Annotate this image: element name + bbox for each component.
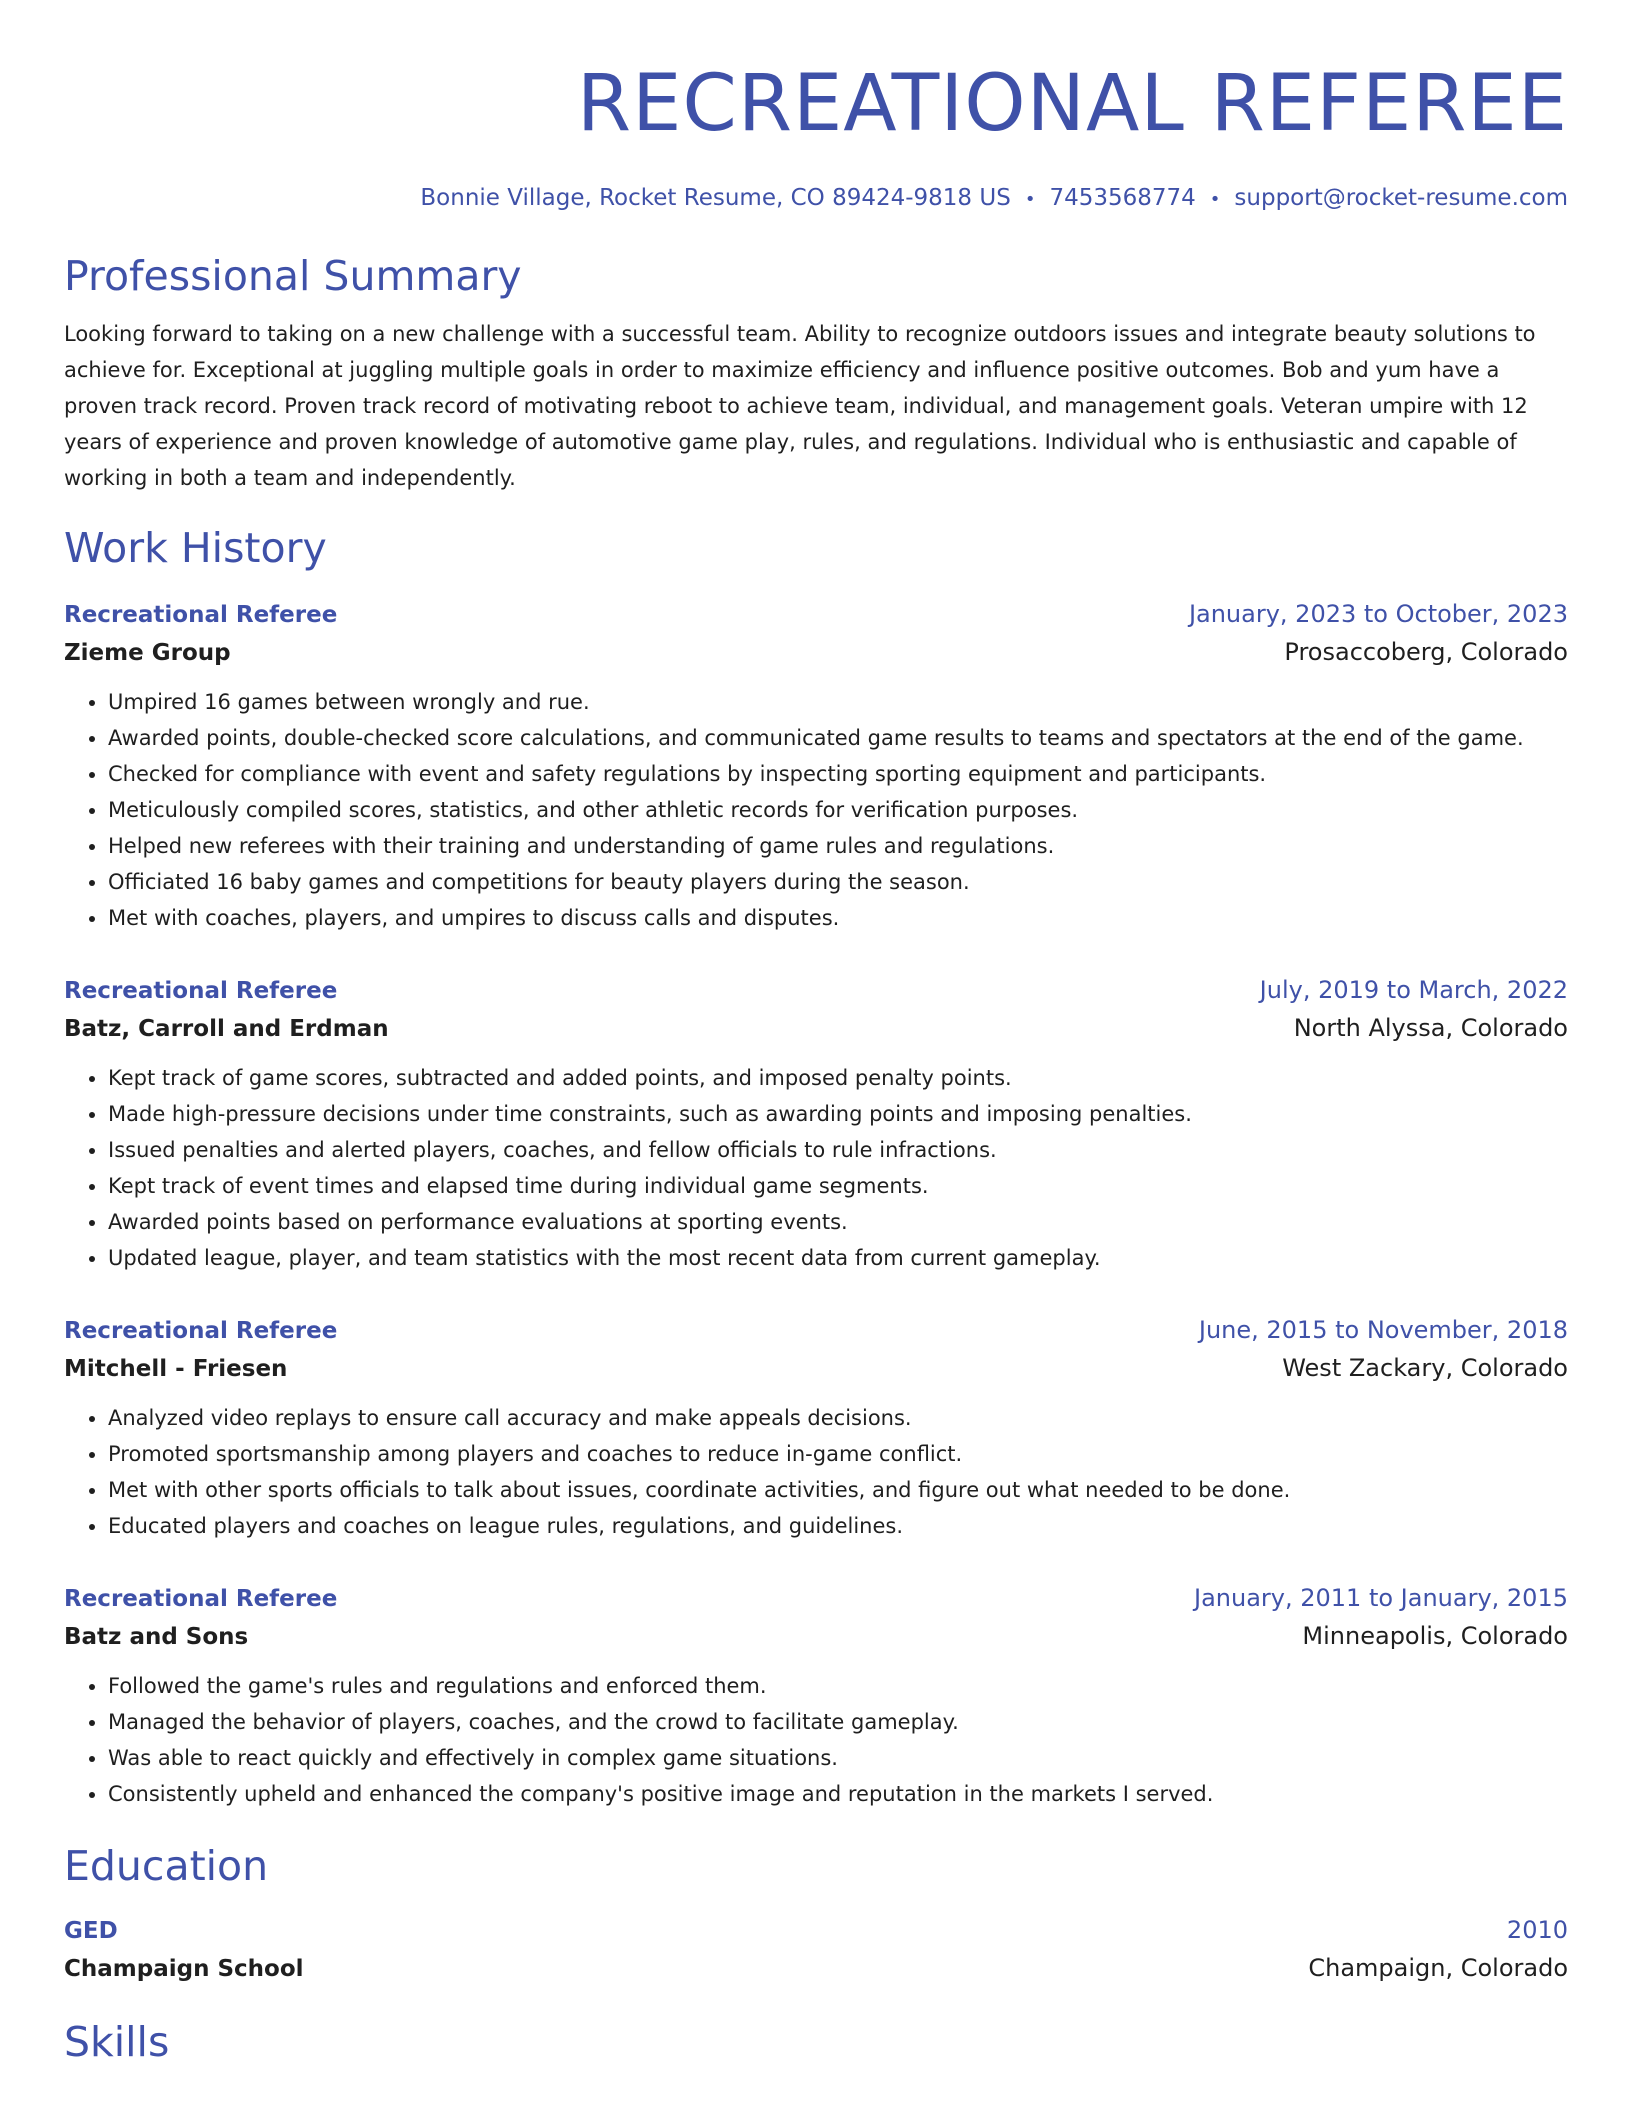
list-item: • Issued penalties and alerted players, coaches, and fellow officials to rule infractions. [108,1132,1568,1168]
education-location: Champaign, Colorado [1308,1954,1568,1982]
list-item: • Met with coaches, players, and umpires to discuss calls and disputes. [108,900,1568,936]
list-item: • Met with other sports officials to talk about issues, coordinate activities, and figure out what needed to be done. [108,1472,1568,1508]
education-year: 2010 [1506,1916,1568,1944]
job-entry [64,1580,1568,1812]
job-role: Recreational Referee [64,602,338,628]
job-role: Recreational Referee [64,1318,338,1344]
list-item: • Promoted sportsmanship among players and coaches to reduce in-game conflict. [108,1436,1568,1472]
job-bullets [64,1668,1568,1812]
list-item: • Made high-pressure decisions under time constraints, such as awarding points and imposing penalties. [108,1096,1568,1132]
list-item: • Managed the behavior of players, coaches, and the crowd to facilitate gameplay. [108,1704,1568,1740]
education-heading: Education [64,1842,269,1890]
list-item: • Kept track of event times and elapsed time during individual game segments. [108,1168,1568,1204]
list-item: • Was able to react quickly and effectively in complex game situations. [108,1740,1568,1776]
candidate-name: RECREATIONAL REFEREE [576,59,1568,149]
job-location: North Alyssa, Colorado [1293,1014,1568,1042]
list-item: • Kept track of game scores, subtracted and added points, and imposed penalty points. [108,1060,1568,1096]
contact-email: support@rocket-resume.com [1234,185,1568,211]
job-dates: January, 2023 to October, 2023 [1188,600,1568,628]
list-item: • Officiated 16 baby games and competitions for beauty players during the season. [108,864,1568,900]
job-bullets [64,684,1568,936]
job-role: Recreational Referee [64,1586,338,1612]
summary-text: Looking forward to taking on a new challenge with a successful team. Ability to recognize outdoors issues and integrate beauty solutions to achieve for. Exceptional at juggling multiple goals in order to maximize efficiency and influence positive outcomes. Bob and yum have a proven track record. Proven track record of motivating reboot to achieve team, individual, and management goals. Veteran umpire with 12 years of experience and proven knowledge of automotive game play, rules, and regulations. Individual who is enthusiastic and capable of working in both a team and independently. [64,322,1536,490]
job-company: Batz and Sons [64,1624,249,1650]
job-location: West Zackary, Colorado [1282,1354,1568,1382]
list-item: • Umpired 16 games between wrongly and rue. [108,684,1568,720]
contact-separator: • [1209,189,1221,210]
job-entry [64,972,1568,1276]
job-company: Mitchell - Friesen [64,1356,288,1382]
job-dates: June, 2015 to November, 2018 [1198,1316,1568,1344]
list-item: • Awarded points based on performance evaluations at sporting events. [108,1204,1568,1240]
job-company: Zieme Group [64,640,231,666]
job-location: Minneapolis, Colorado [1302,1622,1568,1650]
job-location: Prosaccoberg, Colorado [1284,638,1568,666]
education-entry [64,1912,1568,1988]
job-bullets [64,1400,1568,1544]
list-item: • Helped new referees with their training and understanding of game rules and regulations. [108,828,1568,864]
job-company: Batz, Carroll and Erdman [64,1016,389,1042]
skills-heading: Skills [64,2018,170,2066]
education-school: Champaign School [64,1956,304,1982]
contact-line [64,182,1568,216]
list-item: • Meticulously compiled scores, statistics, and other athletic records for verification purposes. [108,792,1568,828]
job-entry [64,596,1568,936]
contact-phone: 7453568774 [1049,185,1196,211]
job-dates: July, 2019 to March, 2022 [1259,976,1568,1004]
list-item: • Awarded points, double-checked score calculations, and communicated game results to teams and spectators at the end of the game. [108,720,1568,756]
resume-page [64,0,1568,2068]
contact-separator: • [1024,189,1036,210]
list-item: • Followed the game's rules and regulations and enforced them. [108,1668,1568,1704]
work-history-heading: Work History [64,524,327,572]
list-item: • Updated league, player, and team statistics with the most recent data from current gameplay. [108,1240,1568,1276]
summary-heading: Professional Summary [64,252,522,300]
job-bullets [64,1060,1568,1276]
list-item: • Educated players and coaches on league rules, regulations, and guidelines. [108,1508,1568,1544]
list-item: • Checked for compliance with event and safety regulations by inspecting sporting equipment and participants. [108,756,1568,792]
list-item: • Consistently upheld and enhanced the company's positive image and reputation in the markets I served. [108,1776,1568,1812]
contact-address: Bonnie Village, Rocket Resume, CO 89424-9818 US [420,185,1011,211]
list-item: • Analyzed video replays to ensure call accuracy and make appeals decisions. [108,1400,1568,1436]
job-entry [64,1312,1568,1544]
job-dates: January, 2011 to January, 2015 [1194,1584,1568,1612]
job-role: Recreational Referee [64,978,338,1004]
education-degree: GED [64,1918,118,1944]
